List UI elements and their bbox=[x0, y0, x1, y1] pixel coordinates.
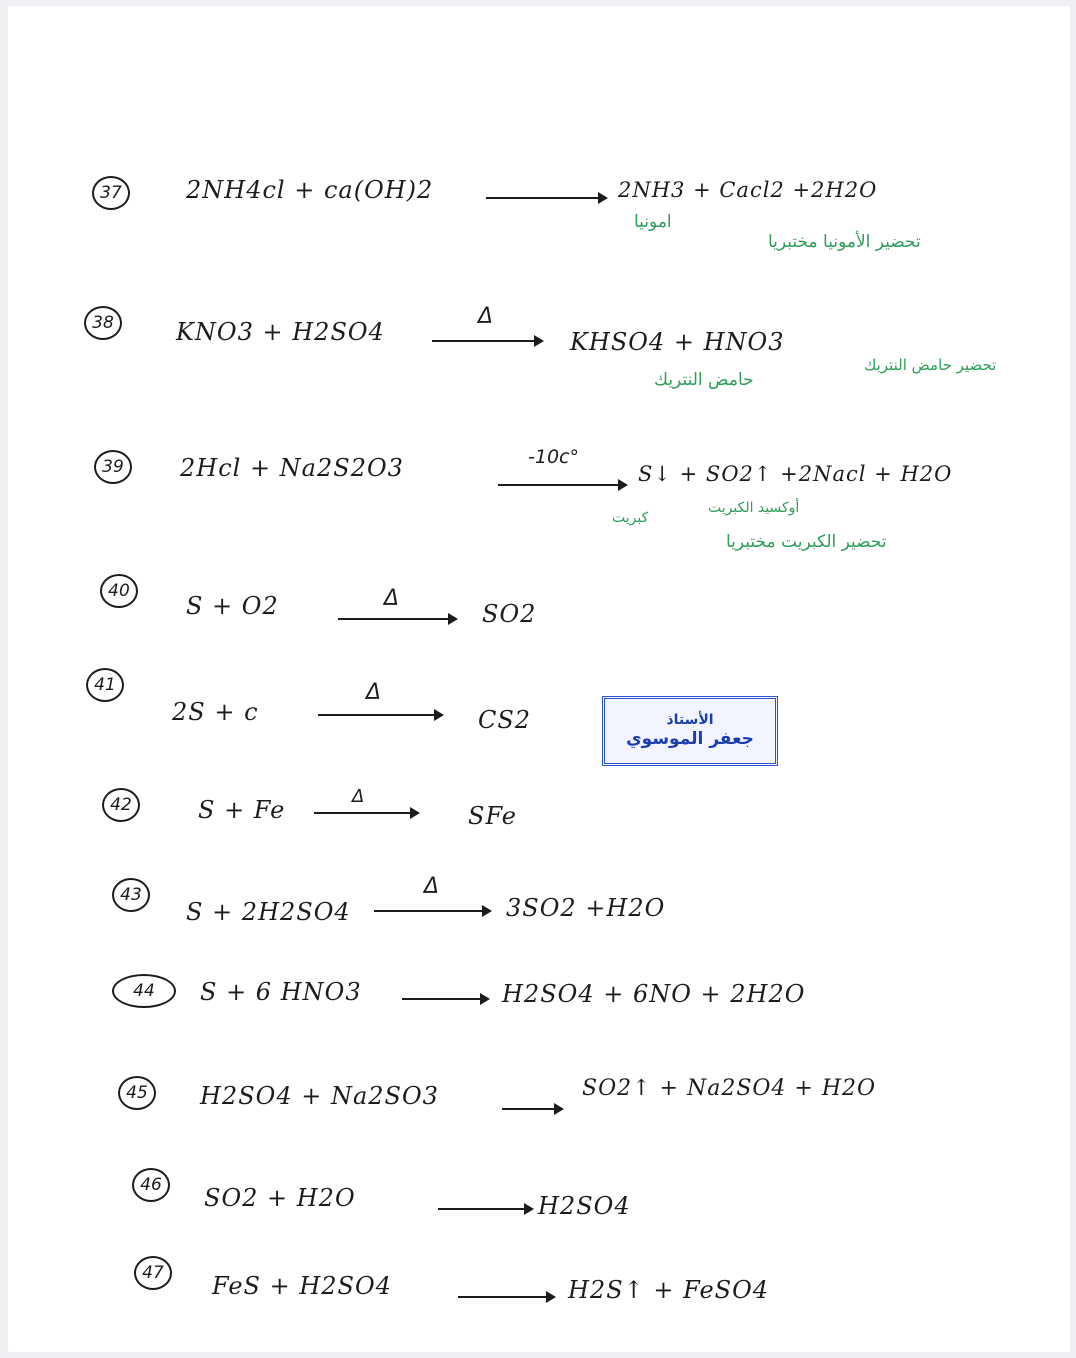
reactants: S + O2 bbox=[186, 592, 279, 620]
annotation: كبريت bbox=[612, 510, 649, 526]
annotation: تحضير الأمونيا مختبريا bbox=[768, 232, 921, 252]
equation-number: 44 bbox=[112, 974, 176, 1008]
reactants: FeS + H2SO4 bbox=[212, 1272, 392, 1300]
reaction-arrow-icon bbox=[498, 484, 626, 486]
reactants: 2Hcl + Na2S2O3 bbox=[180, 454, 404, 482]
products: 2NH3 + Cacl2 +2H2O bbox=[618, 178, 878, 202]
equation-number: 47 bbox=[134, 1256, 172, 1290]
reaction-arrow-icon bbox=[438, 1208, 532, 1210]
reaction-arrow-icon bbox=[402, 998, 488, 1000]
equation-number: 42 bbox=[102, 788, 140, 822]
handwritten-page bbox=[8, 6, 1070, 1352]
products: H2SO4 bbox=[538, 1192, 631, 1220]
reaction-arrow-icon bbox=[458, 1296, 554, 1298]
equation-number: 38 bbox=[84, 306, 122, 340]
equation-number: 43 bbox=[112, 878, 150, 912]
reaction-arrow-icon bbox=[374, 910, 490, 912]
reactants: KNO3 + H2SO4 bbox=[176, 318, 385, 346]
products: S↓ + SO2↑ +2Nacl + H2O bbox=[638, 462, 953, 486]
reactants: S + 2H2SO4 bbox=[186, 898, 351, 926]
products: KHSO4 + HNO3 bbox=[570, 328, 785, 356]
reaction-arrow-icon bbox=[502, 1108, 562, 1110]
products: CS2 bbox=[478, 706, 532, 734]
equation-number: 37 bbox=[92, 176, 130, 210]
stamp-name: جعفر الموسوي bbox=[626, 729, 754, 750]
teacher-stamp bbox=[602, 696, 778, 766]
annotation: تحضير الكبريت مختبريا bbox=[726, 532, 887, 552]
reactants: SO2 + H2O bbox=[204, 1184, 356, 1212]
annotation: تحضير حامض النتريك bbox=[864, 356, 997, 374]
reactants: H2SO4 + Na2SO3 bbox=[200, 1082, 439, 1110]
reactants: 2NH4cl + ca(OH)2 bbox=[186, 176, 434, 204]
reaction-condition: Δ bbox=[424, 874, 440, 899]
reaction-condition: Δ bbox=[366, 680, 382, 705]
reaction-condition: -10c° bbox=[528, 446, 579, 468]
reaction-condition: Δ bbox=[352, 786, 365, 807]
equation-number: 41 bbox=[86, 668, 124, 702]
reaction-arrow-icon bbox=[314, 812, 418, 814]
reaction-condition: Δ bbox=[384, 586, 400, 611]
equation-number: 40 bbox=[100, 574, 138, 608]
equation-number: 45 bbox=[118, 1076, 156, 1110]
annotation: حامض النتريك bbox=[654, 370, 754, 390]
products: H2SO4 + 6NO + 2H2O bbox=[502, 980, 806, 1008]
products: SO2↑ + Na2SO4 + H2O bbox=[582, 1076, 877, 1101]
annotation: أوكسيد الكبريت bbox=[708, 500, 800, 516]
reaction-arrow-icon bbox=[338, 618, 456, 620]
reaction-arrow-icon bbox=[318, 714, 442, 716]
reaction-condition: Δ bbox=[478, 304, 494, 329]
annotation: امونيا bbox=[634, 212, 672, 232]
equation-number: 46 bbox=[132, 1168, 170, 1202]
reactants: S + 6 HNO3 bbox=[200, 978, 362, 1006]
products: H2S↑ + FeSO4 bbox=[568, 1276, 770, 1304]
products: 3SO2 +H2O bbox=[506, 894, 666, 922]
products: SO2 bbox=[482, 600, 537, 628]
reaction-arrow-icon bbox=[486, 197, 606, 199]
reaction-arrow-icon bbox=[432, 340, 542, 342]
equation-number: 39 bbox=[94, 450, 132, 484]
reactants: S + Fe bbox=[198, 796, 286, 824]
stamp-title: الأستاذ bbox=[666, 712, 714, 729]
reactants: 2S + c bbox=[172, 698, 259, 726]
products: SFe bbox=[468, 802, 517, 830]
